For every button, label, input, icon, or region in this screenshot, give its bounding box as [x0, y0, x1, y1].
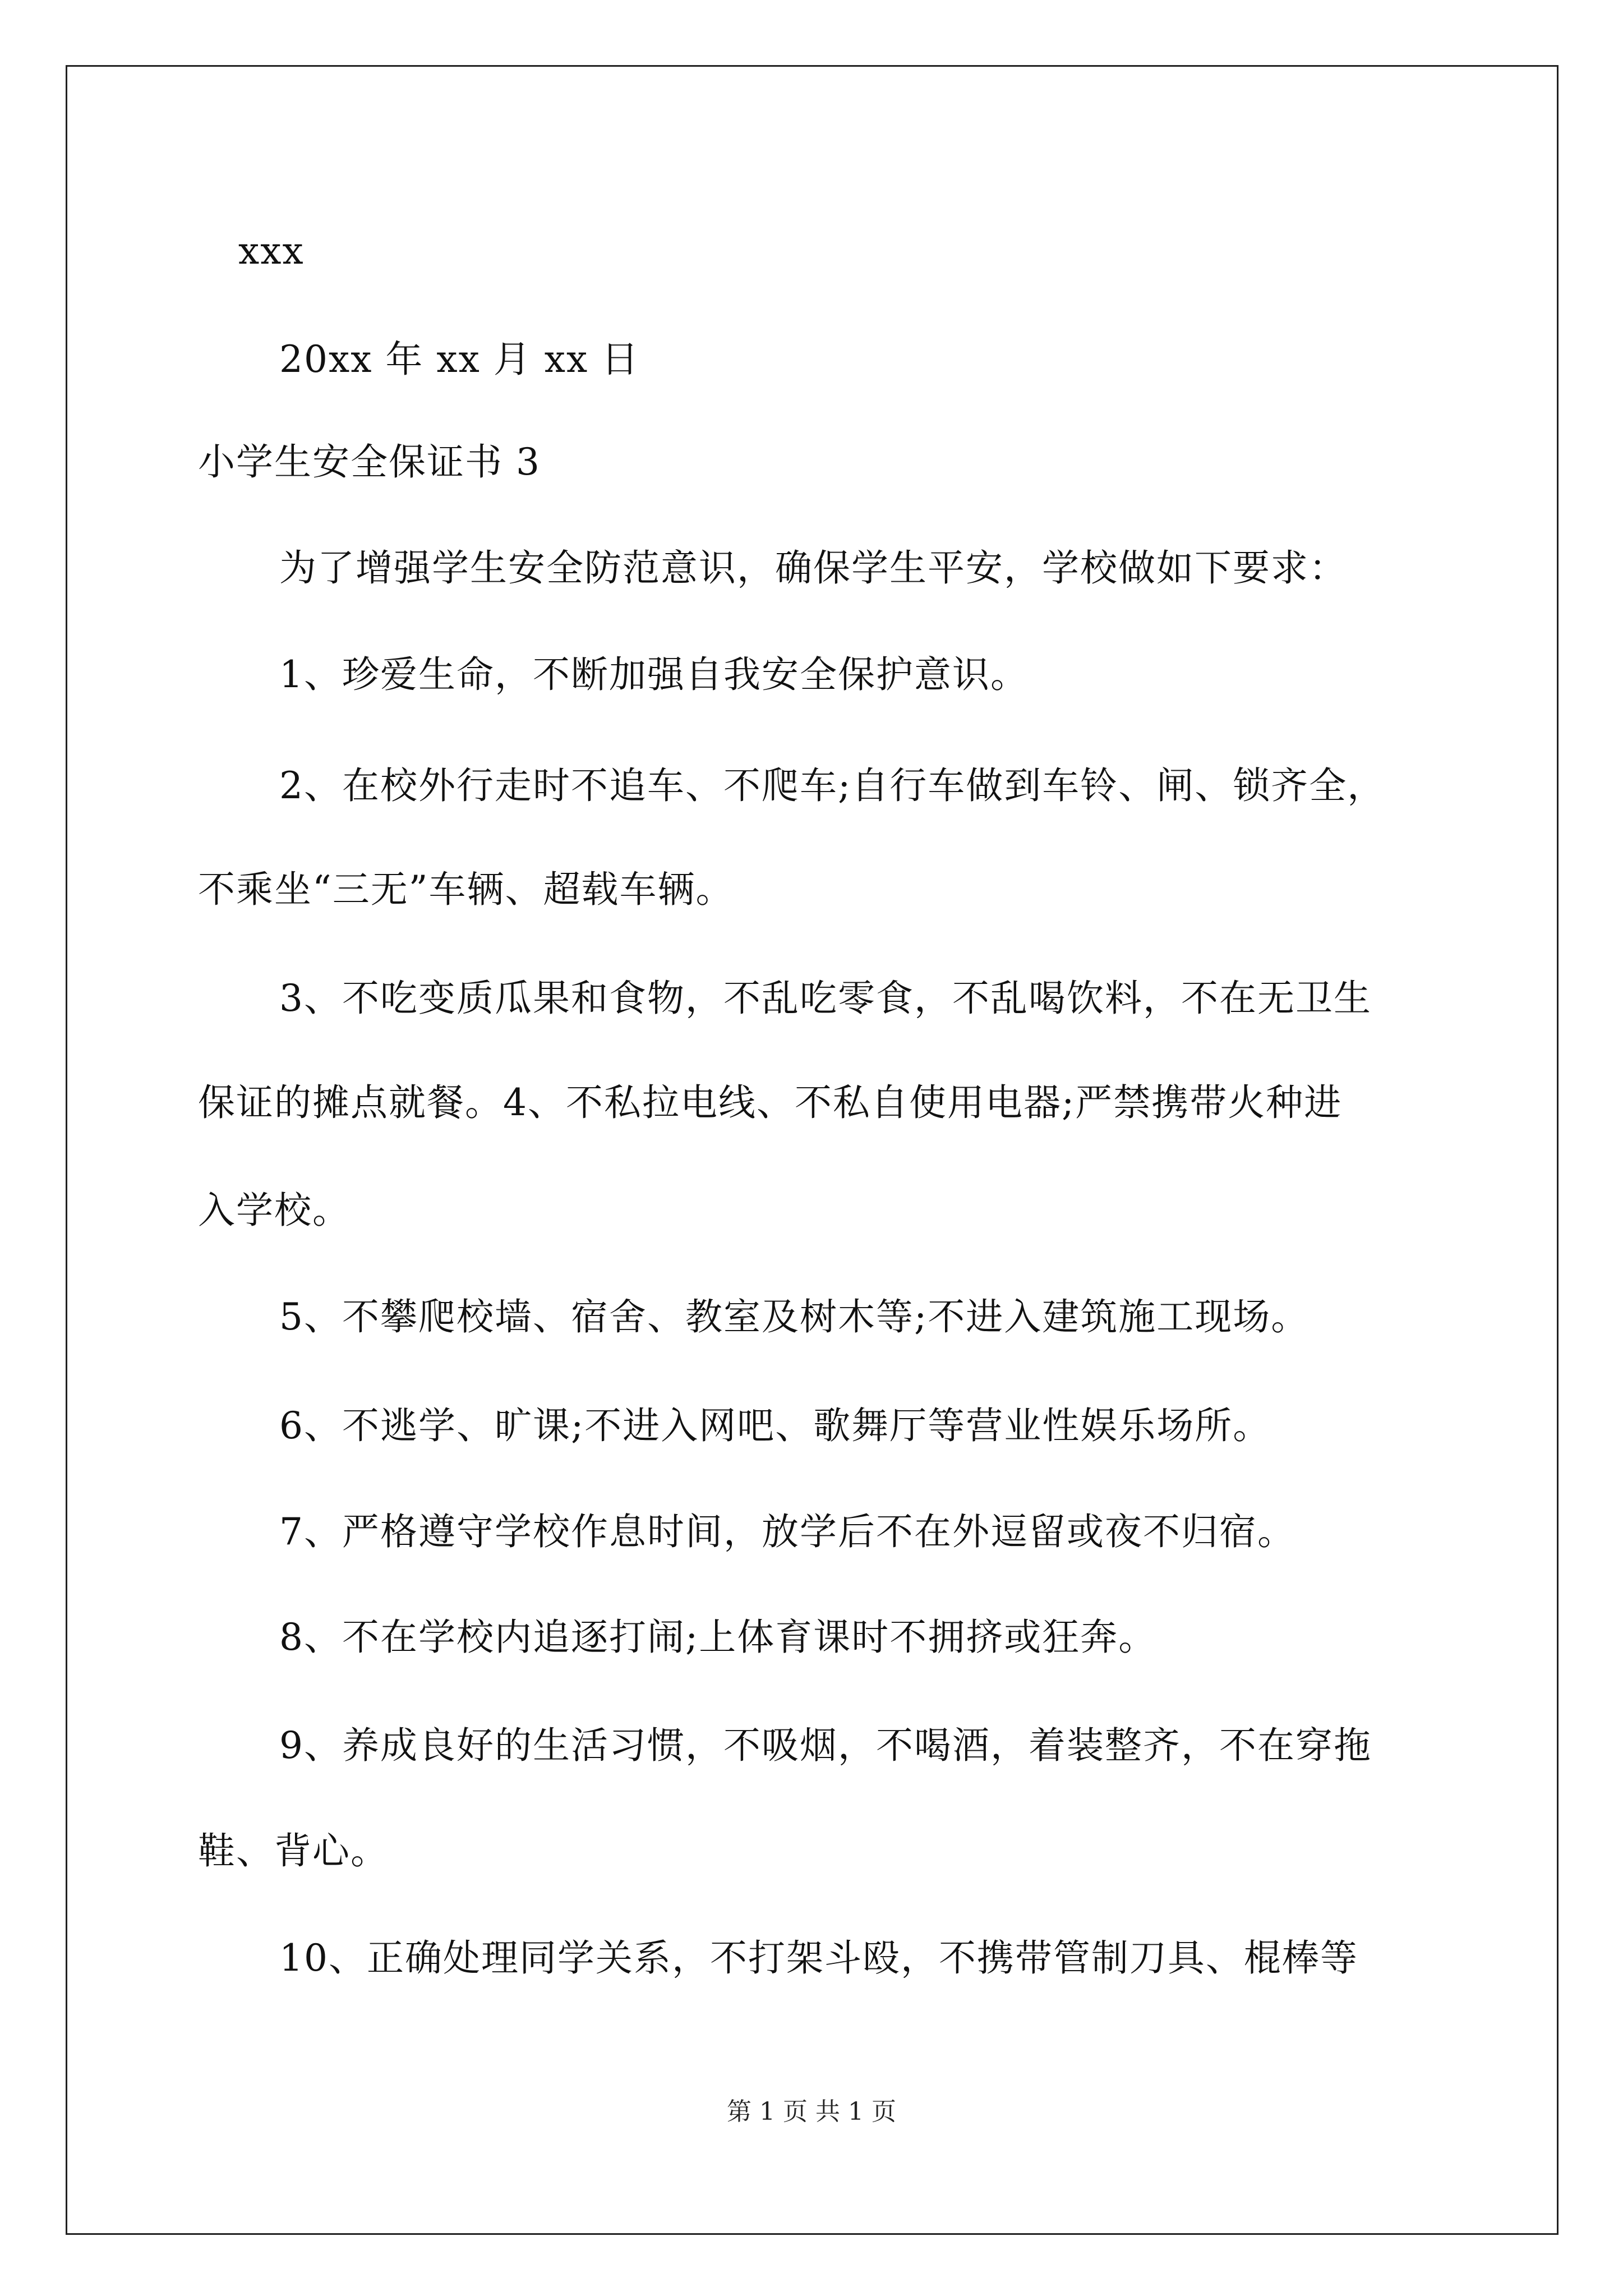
paragraph-line: 保证的摊点就餐。4、不私拉电线、不私自使用电器;严禁携带火种进 — [198, 1081, 1343, 1124]
page-border — [66, 65, 1559, 2235]
paragraph-line: 7、严格遵守学校作息时间，放学后不在外逗留或夜不归宿。 — [279, 1510, 1295, 1553]
paragraph-line: 9、养成良好的生活习惯，不吸烟，不喝酒，着装整齐，不在穿拖 — [279, 1724, 1372, 1767]
paragraph-line: 8、不在学校内追逐打闹;上体育课时不拥挤或狂奔。 — [279, 1616, 1157, 1659]
paragraph-line: 6、不逃学、旷课;不进入网吧、歌舞厅等营业性娱乐场所。 — [279, 1404, 1271, 1447]
page-footer: 第 1 页 共 1 页 — [727, 2097, 896, 2126]
date-line: 20xx 年 xx 月 xx 日 — [279, 338, 640, 381]
paragraph-line: 鞋、背心。 — [198, 1829, 389, 1872]
paragraph-line: 3、不吃变质瓜果和食物，不乱吃零食，不乱喝饮料，不在无卫生 — [279, 977, 1372, 1020]
paragraph-line: 2、在校外行走时不追车、不爬车;自行车做到车铃、闸、锁齐全， — [279, 764, 1386, 807]
paragraph-line: 不乘坐“三无”车辆、超载车辆。 — [198, 868, 734, 911]
paragraph-line: 10、正确处理同学关系，不打架斗殴，不携带管制刀具、棍棒等 — [279, 1936, 1358, 1980]
paragraph-line: 1、珍爱生命，不断加强自我安全保护意识。 — [279, 653, 1029, 696]
signature-line: xxx — [238, 229, 305, 273]
paragraph-line: 入学校。 — [198, 1189, 351, 1232]
paragraph-line: 为了增强学生安全防范意识，确保学生平安，学校做如下要求： — [279, 546, 1347, 590]
document-title: 小学生安全保证书 3 — [198, 440, 541, 484]
paragraph-line: 5、不攀爬校墙、宿舍、教室及树木等;不进入建筑施工现场。 — [279, 1295, 1310, 1338]
